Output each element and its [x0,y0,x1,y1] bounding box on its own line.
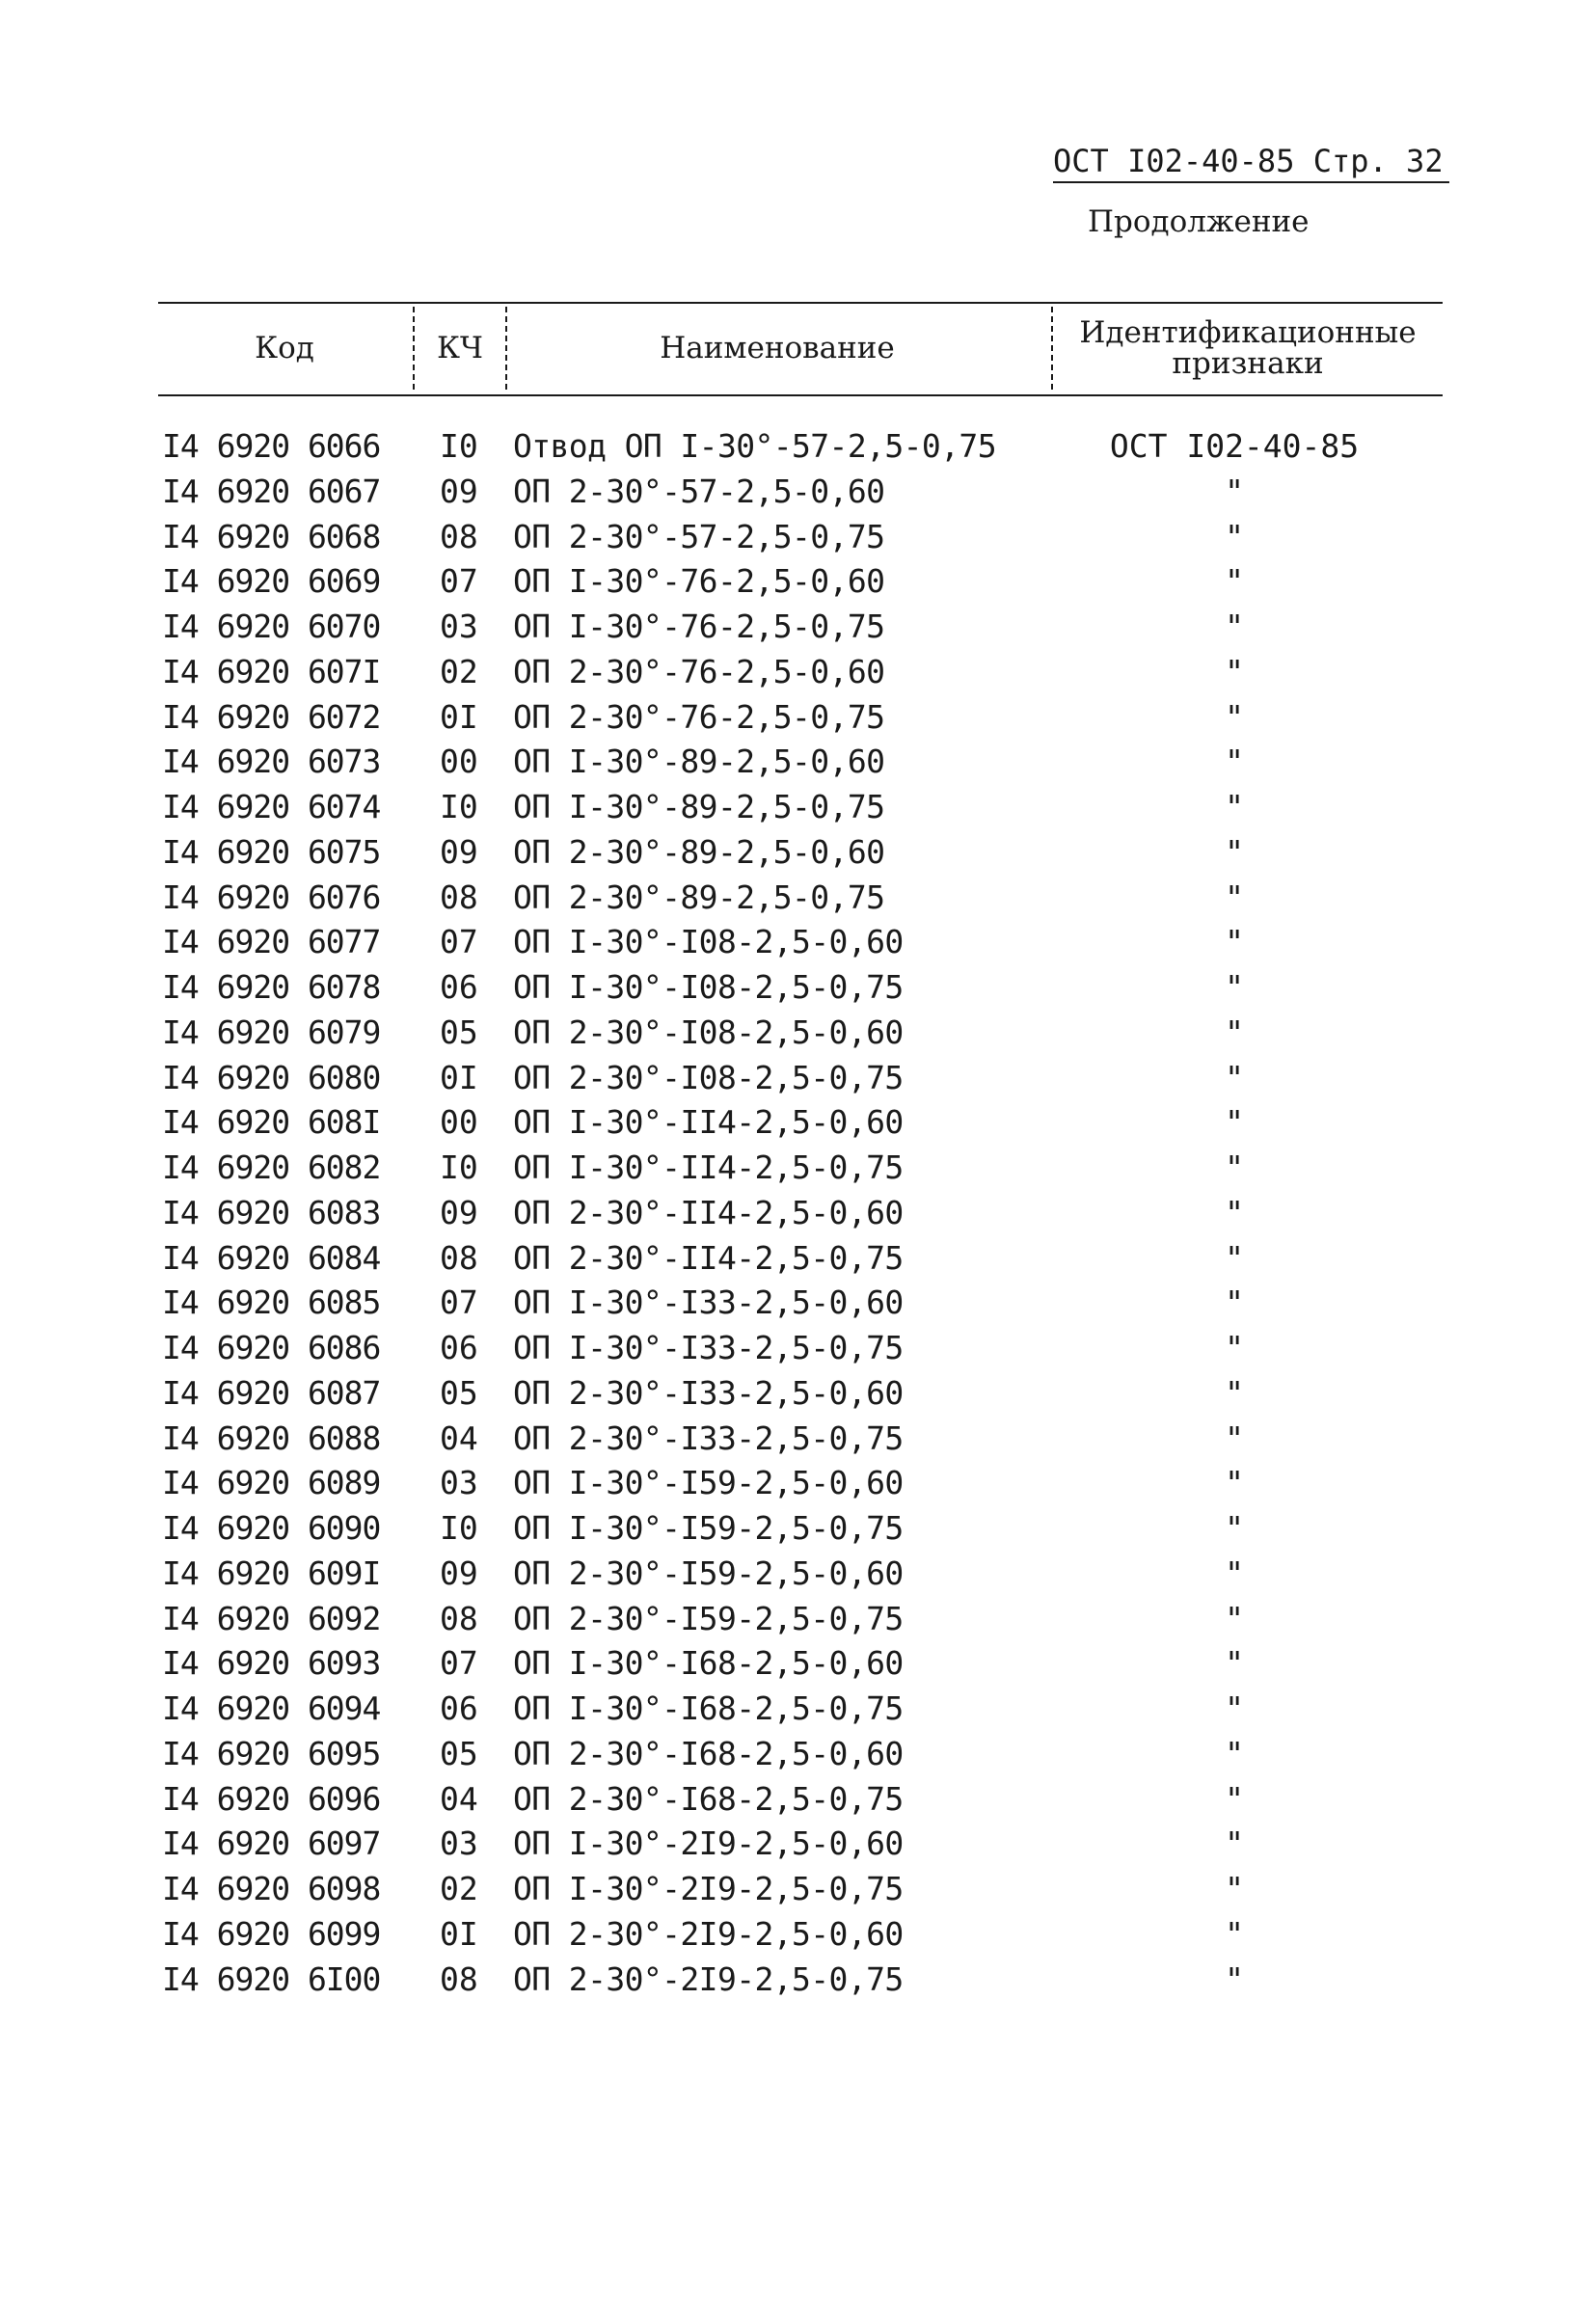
table-row [0,1822,1594,1867]
row-kch: I0 [440,1509,478,1547]
row-code: I4 6920 6073 [162,743,381,781]
standard-reference: ОСТ I02-40-85 Стр. 32 [1053,143,1449,183]
row-kch: 02 [440,652,478,690]
row-name: ОП I-30°-I59-2,5-0,75 [513,1509,904,1547]
table-row [0,424,1594,470]
row-code: I4 6920 609I [162,1554,381,1592]
table-row [0,965,1594,1011]
row-kch: 08 [440,1238,478,1277]
row-kch: 08 [440,517,478,555]
row-name: ОП I-30°-I33-2,5-0,60 [513,1284,904,1322]
table-top-rule [158,302,1443,304]
row-code: I4 6920 6085 [162,1284,381,1322]
row-kch: 07 [440,1284,478,1322]
row-code: I4 6920 6090 [162,1509,381,1547]
row-code: I4 6920 6094 [162,1689,381,1727]
row-code: I4 6920 6093 [162,1644,381,1683]
row-code: I4 6920 6095 [162,1734,381,1772]
row-name: ОП 2-30°-89-2,5-0,75 [513,878,885,916]
row-code: I4 6920 6096 [162,1779,381,1818]
table-row [0,1867,1594,1912]
row-ident: " [1225,652,1244,690]
row-name: ОП 2-30°-57-2,5-0,75 [513,517,885,555]
table-row [0,1552,1594,1597]
continuation-label: Продолжение [1088,204,1310,239]
row-code: I4 6920 6088 [162,1419,381,1457]
table-row [0,1326,1594,1371]
table-row [0,1011,1594,1056]
row-ident: " [1225,1464,1244,1502]
table-row [0,1461,1594,1506]
row-ident: " [1225,1779,1244,1818]
row-name: ОП I-30°-76-2,5-0,60 [513,562,885,601]
table-row [0,740,1594,785]
row-code: I4 6920 6070 [162,608,381,645]
table-row [0,559,1594,605]
row-name: ОП 2-30°-II4-2,5-0,75 [513,1238,904,1277]
table-row [0,1056,1594,1101]
row-name: ОП 2-30°-76-2,5-0,60 [513,652,885,690]
row-ident: " [1225,697,1244,736]
row-code: I4 6920 6087 [162,1373,381,1412]
row-code: I4 6920 6092 [162,1599,381,1637]
row-ident: " [1225,832,1244,871]
row-name: ОП 2-30°-I59-2,5-0,60 [513,1554,904,1592]
row-name: ОП I-30°-I08-2,5-0,75 [513,968,904,1006]
row-code: I4 6920 6066 [162,427,381,465]
row-ident: " [1225,1870,1244,1907]
table-row [0,605,1594,650]
table-row [0,1732,1594,1777]
row-kch: 0I [440,1058,478,1096]
row-ident: " [1225,788,1244,825]
table-row [0,1191,1594,1236]
row-code: I4 6920 6079 [162,1013,381,1051]
row-name: ОП 2-30°-II4-2,5-0,60 [513,1193,904,1231]
table-row [0,1641,1594,1687]
row-kch: 02 [440,1870,478,1907]
row-name: ОП I-30°-I68-2,5-0,75 [513,1689,904,1727]
row-name: ОП 2-30°-I68-2,5-0,75 [513,1779,904,1818]
row-code: I4 6920 6089 [162,1464,381,1502]
row-name: ОП 2-30°-I33-2,5-0,60 [513,1373,904,1412]
row-name: ОП I-30°-I68-2,5-0,60 [513,1644,904,1683]
row-name: ОП I-30°-89-2,5-0,60 [513,743,885,781]
row-ident: " [1225,1824,1244,1863]
row-ident: " [1225,1599,1244,1637]
row-name: ОП 2-30°-I68-2,5-0,60 [513,1734,904,1772]
row-name: ОП 2-30°-I33-2,5-0,75 [513,1419,904,1457]
row-kch: 04 [440,1779,478,1818]
row-code: I4 6920 6I00 [162,1959,381,1998]
row-ident: " [1225,1689,1244,1727]
table-row [0,650,1594,695]
row-kch: 07 [440,923,478,961]
table-row [0,1912,1594,1958]
row-kch: I0 [440,1148,478,1186]
table-row [0,1236,1594,1282]
row-code: I4 6920 6098 [162,1870,381,1907]
column-header-code: Код [255,331,314,365]
row-code: I4 6920 6080 [162,1058,381,1096]
table-row [0,1281,1594,1326]
row-kch: 00 [440,743,478,781]
row-ident: " [1225,1644,1244,1683]
row-code: I4 6920 6099 [162,1914,381,1953]
row-name: ОП I-30°-2I9-2,5-0,75 [513,1870,904,1907]
row-kch: 09 [440,832,478,871]
table-row [0,515,1594,560]
row-ident: " [1225,1554,1244,1592]
row-ident: " [1225,1058,1244,1096]
row-ident: " [1225,472,1244,510]
row-code: I4 6920 607I [162,652,381,690]
row-ident: " [1225,878,1244,916]
table-row [0,1958,1594,2003]
row-kch: 09 [440,1554,478,1592]
row-code: I4 6920 608I [162,1103,381,1142]
table-row [0,876,1594,921]
row-code: I4 6920 6076 [162,878,381,916]
row-name: ОП I-30°-I33-2,5-0,75 [513,1329,904,1366]
row-name: ОП I-30°-I59-2,5-0,60 [513,1464,904,1502]
row-kch: 0I [440,697,478,736]
row-ident: " [1225,1734,1244,1772]
row-ident: " [1225,968,1244,1006]
row-kch: I0 [440,427,478,465]
table-header-rule [158,394,1443,396]
table-row [0,1100,1594,1146]
row-name: ОП I-30°-2I9-2,5-0,60 [513,1824,904,1863]
row-name: ОП 2-30°-57-2,5-0,60 [513,472,885,510]
row-ident: " [1225,1509,1244,1547]
row-code: I4 6920 6067 [162,472,381,510]
row-ident: " [1225,743,1244,781]
row-name: Отвод ОП I-30°-57-2,5-0,75 [513,427,996,465]
row-code: I4 6920 6069 [162,562,381,601]
row-kch: 09 [440,472,478,510]
row-name: ОП 2-30°-I59-2,5-0,75 [513,1599,904,1637]
table-row [0,1417,1594,1462]
row-code: I4 6920 6086 [162,1329,381,1366]
row-code: I4 6920 6097 [162,1824,381,1863]
row-ident: " [1225,1013,1244,1051]
row-ident: " [1225,1373,1244,1412]
row-ident: " [1225,1193,1244,1231]
table-row [0,1687,1594,1732]
row-code: I4 6920 6083 [162,1193,381,1231]
row-code: I4 6920 6084 [162,1238,381,1277]
table-body [0,424,1594,2002]
table-row [0,1371,1594,1417]
row-kch: 03 [440,608,478,645]
table-row [0,1506,1594,1552]
row-kch: 05 [440,1734,478,1772]
row-name: ОП 2-30°-2I9-2,5-0,60 [513,1914,904,1953]
row-kch: 04 [440,1419,478,1457]
row-code: I4 6920 6077 [162,923,381,961]
row-kch: 09 [440,1193,478,1231]
column-header-ident: Идентификационные признаки [1079,315,1417,381]
row-kch: 08 [440,1599,478,1637]
row-ident: " [1225,608,1244,645]
row-kch: 06 [440,968,478,1006]
row-ident: " [1225,1284,1244,1322]
row-name: ОП 2-30°-I08-2,5-0,60 [513,1013,904,1051]
row-ident: ОСТ I02-40-85 [1109,427,1360,465]
row-kch: 07 [440,1644,478,1683]
table-row [0,785,1594,830]
column-header-name: Наименование [660,331,895,365]
table-row [0,470,1594,515]
row-code: I4 6920 6072 [162,697,381,736]
table-row [0,830,1594,876]
row-kch: 03 [440,1824,478,1863]
row-ident: " [1225,1238,1244,1277]
row-name: ОП 2-30°-I08-2,5-0,75 [513,1058,904,1096]
table-row [0,920,1594,965]
table-row [0,1146,1594,1191]
table-row [0,1777,1594,1823]
row-ident: " [1225,1914,1244,1953]
row-ident: " [1225,923,1244,961]
row-ident: " [1225,517,1244,555]
row-ident: " [1225,1103,1244,1142]
row-name: ОП 2-30°-2I9-2,5-0,75 [513,1959,904,1998]
table-row [0,695,1594,741]
row-name: ОП 2-30°-76-2,5-0,75 [513,697,885,736]
row-name: ОП I-30°-76-2,5-0,75 [513,608,885,645]
row-code: I4 6920 6082 [162,1148,381,1186]
row-ident: " [1225,1329,1244,1366]
row-name: ОП I-30°-II4-2,5-0,75 [513,1148,904,1186]
row-code: I4 6920 6074 [162,788,381,825]
row-kch: 0I [440,1914,478,1953]
row-ident: " [1225,1959,1244,1998]
row-ident: " [1225,562,1244,601]
row-code: I4 6920 6068 [162,517,381,555]
row-kch: 08 [440,1959,478,1998]
row-kch: 00 [440,1103,478,1142]
column-header-kch: КЧ [437,331,483,365]
row-kch: 08 [440,878,478,916]
row-code: I4 6920 6075 [162,832,381,871]
row-name: ОП I-30°-II4-2,5-0,60 [513,1103,904,1142]
row-kch: 07 [440,562,478,601]
row-kch: 06 [440,1329,478,1366]
row-kch: I0 [440,788,478,825]
row-ident: " [1225,1419,1244,1457]
row-ident: " [1225,1148,1244,1186]
column-separator [1051,307,1053,390]
row-name: ОП 2-30°-89-2,5-0,60 [513,832,885,871]
row-name: ОП I-30°-I08-2,5-0,60 [513,923,904,961]
table-row [0,1597,1594,1642]
row-kch: 03 [440,1464,478,1502]
row-kch: 06 [440,1689,478,1727]
row-kch: 05 [440,1013,478,1051]
row-kch: 05 [440,1373,478,1412]
row-name: ОП I-30°-89-2,5-0,75 [513,788,885,825]
row-code: I4 6920 6078 [162,968,381,1006]
